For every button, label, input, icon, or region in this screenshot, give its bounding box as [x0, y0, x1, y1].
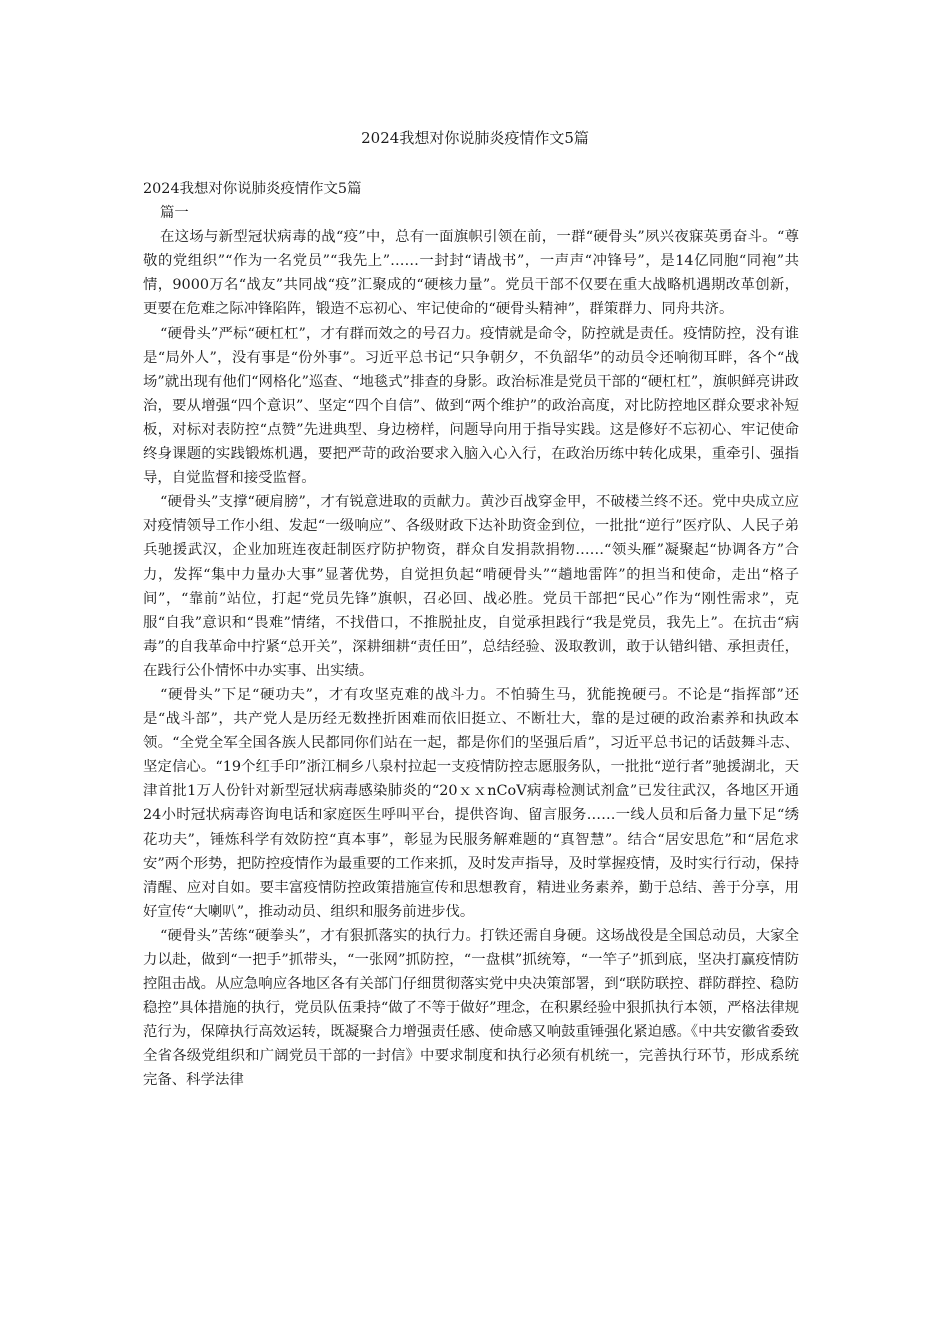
- paragraph-1: 在这场与新型冠状病毒的战“疫”中，总有一面旗帜引领在前，一群“硬骨头”夙兴夜寐英勇奋斗。“尊敬的党组织”“作为一名党员”“我先上”……一封封“请战书”，一声声“冲锋号”，是14亿同胞“同袍”共情，9000万名“战友”共同战“疫”汇聚成的“硬核力量”。党员干部不仅要在重大战略机遇期改革创新，更要在危难之际冲锋陷阵，锻造不忘初心、牢记使命的“硬骨头精神”，群策群力、同舟共济。: [143, 229, 799, 318]
- document-title: 2024我想对你说肺炎疫情作文5篇: [361, 129, 589, 147]
- document-body: [143, 177, 799, 1093]
- document-subtitle: 2024我想对你说肺炎疫情作文5篇: [143, 181, 362, 197]
- section-label: 篇一: [160, 205, 189, 222]
- paragraph-5: “硬骨头”苦练“硬拳头”，才有狠抓落实的执行力。打铁还需自身硬。这场战役是全国总动员，大家全力以赴，做到“一把手”抓带头，“一张网”抓防控，“一盘棋”抓统筹，“一竿子”抓到底，坚决打赢疫情防控阻击战。从应急响应各地区各有关部门仔细贯彻落实党中央决策部署，到“联防联控、群防群控、稳防稳控”具体措施的执行，党员队伍秉持“做了不等于做好”理念，在积累经验中狠抓执行本领，严格法律规范行为，保障执行高效运转，既凝聚合力增强责任感、使命感又响鼓重锤强化紧迫感。《中共安徽省委致全省各级党组织和广阔党员干部的一封信》中要求制度和执行必须有机统一，完善执行环节，形成系统完备、科学法律: [143, 927, 799, 1089]
- paragraph-4: “硬骨头”下足“硬功夫”，才有攻坚克难的战斗力。不怕骑生马，犹能挽硬弓。不论是“指挥部”还是“战斗部”，共产党人是历经无数挫折困难而依旧挺立、不断壮大，靠的是过硬的政治素养和执政本领。“全党全军全国各族人民都同你们站在一起，都是你们的坚强后盾”，习近平总书记的话鼓舞斗志、坚定信心。“19个红手印”浙江桐乡八泉村拉起一支疫情防控志愿服务队，一批批“逆行者”驰援湖北，天津首批1万人份针对新型冠状病毒感染肺炎的“20ｘｘnCoV病毒检测试剂盒”已发往武汉，各地区开通24小时冠状病毒咨询电话和家庭医生呼叫平台，提供咨询、留言服务……一线人员和后备力量下足“绣花功夫”，锤炼科学有效防控“真本事”，彰显为民服务解难题的“真智慧”。结合“居安思危”和“居危求安”两个形势，把防控疫情作为最重要的工作来抓，及时发声指导，及时掌握疫情，及时实行行动，保持清醒、应对自如。要丰富疫情防控政策措施宣传和思想教育，精进业务素养，勤于总结、善于分享，用好宣传“大喇叭”，推动动员、组织和服务前进步伐。: [143, 686, 799, 920]
- paragraph-2: “硬骨头”严标“硬杠杠”，才有群而效之的号召力。疫情就是命令，防控就是责任。疫情防控，没有谁是“局外人”，没有事是“份外事”。习近平总书记“只争朝夕，不负韶华”的动员令还响彻耳畔，各个“战场”就出现有他们“网格化”巡查、“地毯式”排查的身影。政治标准是党员干部的“硬杠杠”，旗帜鲜亮讲政治，要从增强“四个意识”、坚定“四个自信”、做到“两个维护”的政治高度，对比防控地区群众要求补短板，对标对表防控“点赞”先进典型、身边榜样，问题导向用于指导实践。这是修好不忘初心、牢记使命终身课题的实践锻炼机遇，要把严苛的政治要求入脑入心入行，在政治历练中转化成果，重牵引、强指导，自觉监督和接受监督。: [143, 325, 799, 487]
- paragraph-3: “硬骨头”支撑“硬肩膀”，才有锐意进取的贡献力。黄沙百战穿金甲，不破楼兰终不还。党中央成立应对疫情领导工作小组、发起“一级响应”、各级财政下达补助资金到位，一批批“逆行”医疗队、人民子弟兵驰援武汉，企业加班连夜赶制医疗防护物资，群众自发捐款捐物……“领头雁”凝聚起“协调各方”合力，发挥“集中力量办大事”显著优势，自觉担负起“啃硬骨头”“趟地雷阵”的担当和使命，走出“格子间”，“靠前”站位，打起“党员先锋”旗帜，召必回、战必胜。党员干部把“民心”作为“刚性需求”，克服“自我”意识和“畏难”情绪，不找借口，不推脱扯皮，自觉承担践行“我是党员，我先上”。在抗击“病毒”的自我革命中拧紧“总开关”，深耕细耕“责任田”，总结经验、汲取教训，敢于认错纠错、承担责任，在践行公仆情怀中办实事、出实绩。: [143, 494, 799, 679]
